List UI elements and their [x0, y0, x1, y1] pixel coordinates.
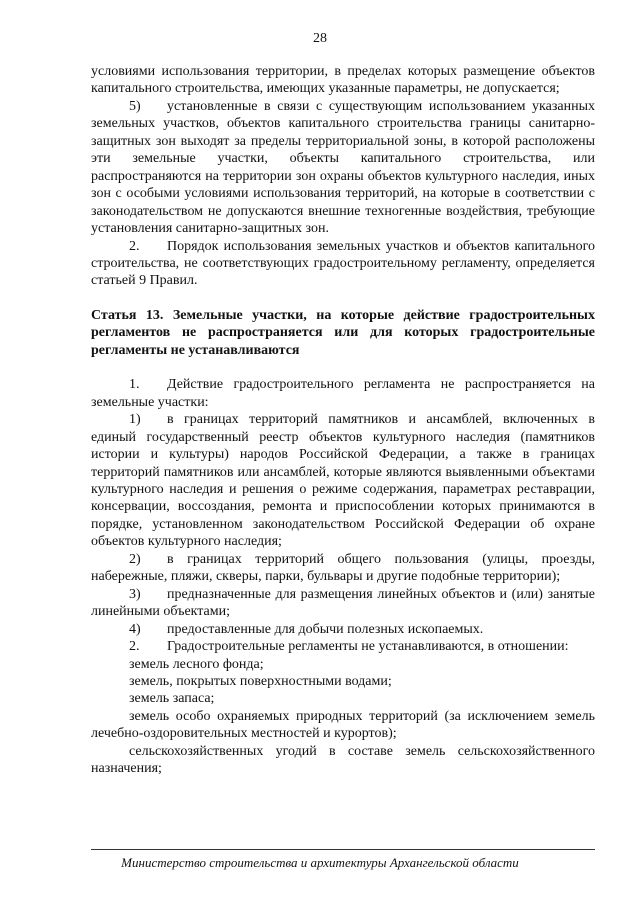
item-number: 2. — [129, 639, 140, 655]
list-item: земель, покрытых поверхностными водами; — [129, 673, 392, 689]
paragraph-text: предоставленные для добычи полезных ископаемых. — [167, 621, 484, 637]
paragraph-text: в границах территорий памятников и ансамблей, включенных в единый государственный реестр объектов культурного наследия (памятников истории и культуры) народов Российской Федерации, а также в границах территорий памятников или ансамблей, которые являются выявленными объектами культурного наследия и решения о режиме содержания, параметрах реставрации, консервации, воссоздания, ремонта и приспособлении которых принимаются в порядке, установленном законодательством Российской Федерации об охране объектов культурного наследия; — [91, 412, 595, 550]
page-footer: Министерство строительства и архитектуры Архангельской области — [121, 855, 519, 870]
paragraph-text: Порядок использования земельных участков и объектов капитального строительства, не соответствующих градостроительному регламенту, определяется статьей 9 Правил. — [91, 238, 595, 289]
item-number: 5) — [129, 98, 141, 114]
spacer — [91, 290, 595, 307]
paragraph-text: предназначенные для размещения линейных объектов и (или) занятые линейными объектами; — [91, 586, 595, 620]
document-body — [91, 63, 595, 778]
paragraph-text: в границах территорий общего пользования (улицы, проезды, набережные, пляжи, скверы, парки, бульвары и другие подобные территории); — [91, 551, 595, 585]
item-number: 1. — [129, 377, 140, 393]
numbered-paragraph — [91, 238, 595, 290]
paragraph-text: установленные в связи с существующим использованием указанных земельных участков, объектов капитального строительства границы санитарно-защитных зон выходят за пределы территориальной зоны, в которой расположены эти земельные участки, объекты капитального строительства, или распространяются на территории зон охраны объектов культурного наследия, иных зон с особыми условиями использования территорий, на которые в соответствии с законодательством не допускаются внешние техногенные воздействия, требующие установления санитарно-защитных зон. — [91, 98, 595, 237]
numbered-paragraph — [91, 621, 595, 638]
item-number: 1) — [129, 412, 141, 428]
list-item: земель лесного фонда; — [129, 656, 264, 672]
item-number: 4) — [129, 621, 141, 637]
paragraph: условиями использования территории, в пределах которых размещение объектов капитального строительства, имеющих указанные параметры, не допускается; — [91, 64, 595, 97]
page-number: 28 — [313, 31, 327, 46]
spacer — [91, 359, 595, 376]
numbered-paragraph — [91, 551, 595, 586]
numbered-paragraph — [91, 586, 595, 621]
article-heading: Статья 13. Земельные участки, на которые действие градостроительных регламентов не распространяется или для которых градостроительные регламенты не устанавливаются — [91, 307, 595, 358]
list-item: сельскохозяйственных угодий в составе земель сельскохозяйственного назначения; — [91, 743, 595, 777]
numbered-paragraph — [91, 98, 595, 238]
numbered-paragraph — [91, 411, 595, 551]
list-item: земель особо охраняемых природных территорий (за исключением земель лечебно-оздоровительных местностей и курортов); — [91, 708, 595, 742]
paragraph-text: Действие градостроительного регламента не распространяется на земельные участки: — [91, 377, 595, 410]
numbered-paragraph — [91, 638, 595, 655]
numbered-paragraph — [91, 376, 595, 411]
item-number: 2. — [129, 238, 140, 254]
paragraph-text: Градостроительные регламенты не устанавливаются, в отношении: — [167, 639, 569, 655]
item-number: 2) — [129, 551, 141, 567]
item-number: 3) — [129, 586, 141, 602]
footer-divider — [91, 849, 595, 850]
list-item: земель запаса; — [129, 691, 215, 707]
